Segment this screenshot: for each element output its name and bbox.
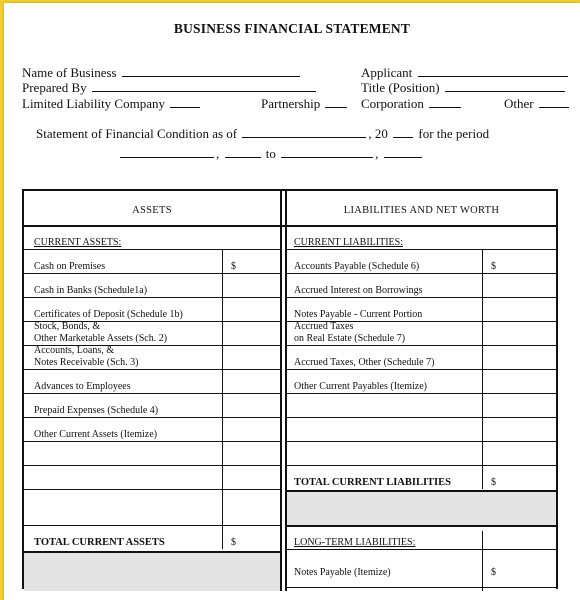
- assets-header: ASSETS: [132, 205, 172, 216]
- row-line: [287, 549, 556, 550]
- total-current-liabilities: TOTAL CURRENT LIABILITIES: [294, 477, 451, 488]
- period-start-line[interactable]: [120, 146, 214, 158]
- statement-year-line[interactable]: [393, 126, 413, 138]
- row-line: [287, 393, 556, 394]
- current-assets-section: CURRENT ASSETS:: [34, 237, 122, 248]
- llc-line[interactable]: [170, 96, 200, 108]
- asset-row-notes-receivable: Notes Receivable (Sch. 3): [34, 357, 139, 368]
- asset-row-other-current: Other Current Assets (Itemize): [34, 429, 158, 440]
- row-line: [287, 249, 556, 250]
- row-line: [24, 297, 280, 298]
- row-line: [287, 273, 556, 274]
- liabilities-shaded-row: [287, 492, 556, 525]
- row-line: [24, 393, 280, 394]
- row-line: [287, 417, 556, 418]
- asset-row-marketable: Other Marketable Assets (Sch. 2): [34, 333, 168, 344]
- asset-row-cash-on-premises: Cash on Premises: [34, 261, 106, 272]
- statement-line-2: [118, 146, 424, 162]
- assets-amount-divider: [222, 249, 223, 549]
- applicant-line[interactable]: [418, 65, 568, 77]
- financial-table: [22, 189, 558, 589]
- partnership-field[interactable]: [261, 96, 349, 112]
- liab-currency-sign: $: [491, 261, 496, 272]
- applicant-field[interactable]: [361, 65, 570, 81]
- statement-date-line[interactable]: [242, 126, 366, 138]
- row-line: [287, 441, 556, 442]
- liab-amount-divider-bottom: [482, 531, 483, 591]
- period-start-year-line[interactable]: [225, 146, 261, 158]
- row-line: [287, 587, 556, 588]
- row-line: [24, 489, 280, 490]
- name-of-business-line[interactable]: [122, 65, 300, 77]
- liab-row-notes-payable-current: Notes Payable - Current Portion: [294, 309, 423, 320]
- assets-shaded-row: [24, 553, 280, 591]
- prepared-by-field[interactable]: [22, 80, 318, 96]
- row-line: [24, 273, 280, 274]
- header-separator: [24, 225, 556, 227]
- corporation-label: Corporation: [361, 96, 424, 111]
- statement-suffix: for the period: [418, 126, 490, 141]
- statement-year-prefix: , 20: [368, 126, 388, 141]
- prepared-by-label: Prepared By: [22, 80, 87, 95]
- title-position-line[interactable]: [445, 80, 565, 92]
- row-line: [24, 249, 280, 250]
- liab-row-other-payables: Other Current Payables (Itemize): [294, 381, 428, 392]
- liab-row-accounts-payable: Accounts Payable (Schedule 6): [294, 261, 420, 272]
- partnership-label: Partnership: [261, 96, 321, 111]
- llc-label: Limited Liability Company: [22, 96, 165, 111]
- period-end-year-line[interactable]: [384, 146, 422, 158]
- liab-row-notes-payable-itemize: Notes Payable (Itemize): [294, 567, 391, 578]
- prepared-by-line[interactable]: [92, 80, 316, 92]
- total-assets-currency-sign: $: [231, 537, 236, 548]
- other-line[interactable]: [539, 96, 569, 108]
- row-line: [24, 525, 280, 526]
- partnership-line[interactable]: [325, 96, 347, 108]
- liab-row-real-estate: on Real Estate (Schedule 7): [294, 333, 406, 344]
- total-current-assets: TOTAL CURRENT ASSETS: [34, 537, 165, 548]
- statement-prefix: Statement of Financial Condition as of: [36, 126, 238, 141]
- asset-row-certificates: Certificates of Deposit (Schedule 1b): [34, 309, 183, 320]
- llc-field[interactable]: [22, 96, 202, 112]
- row-line: [24, 441, 280, 442]
- applicant-label: Applicant: [361, 65, 413, 80]
- row-line: [287, 345, 556, 346]
- asset-row-cash-in-banks: Cash in Banks (Schedule1a): [34, 285, 148, 296]
- asset-row-prepaid: Prepaid Expenses (Schedule 4): [34, 405, 159, 416]
- other-label: Other: [504, 96, 534, 111]
- liab-row-accrued-taxes: Accrued Taxes: [294, 321, 354, 332]
- corporation-field[interactable]: [361, 96, 463, 112]
- row-line: [24, 417, 280, 418]
- total-liab-currency-sign: $: [491, 477, 496, 488]
- corporation-line[interactable]: [429, 96, 461, 108]
- liabilities-header: LIABILITIES AND NET WORTH: [343, 205, 500, 216]
- financial-statement-page: [4, 3, 580, 600]
- asset-row-stock-bonds: Stock, Bonds, &: [34, 321, 101, 332]
- period-comma-2: ,: [375, 146, 379, 161]
- period-comma-1: ,: [216, 146, 220, 161]
- period-end-line[interactable]: [281, 146, 373, 158]
- long-term-liabilities-section: LONG-TERM LIABILITIES:: [294, 537, 416, 548]
- row-line: [287, 297, 556, 298]
- asset-row-advances: Advances to Employees: [34, 381, 131, 392]
- liab-row-accrued-interest: Accrued Interest on Borrowings: [294, 285, 423, 296]
- liab-total-line: [287, 490, 556, 492]
- asset-currency-sign: $: [231, 261, 236, 272]
- statement-line-1: [36, 126, 489, 142]
- name-of-business-label: Name of Business: [22, 65, 117, 80]
- name-of-business-field[interactable]: [22, 65, 302, 81]
- title-position-label: Title (Position): [361, 80, 440, 95]
- liab-row-accrued-taxes-other: Accrued Taxes, Other (Schedule 7): [294, 357, 435, 368]
- asset-row-accounts-loans: Accounts, Loans, &: [34, 345, 114, 356]
- row-line: [287, 465, 556, 466]
- period-to-label: to: [265, 146, 276, 161]
- title-position-field[interactable]: [361, 80, 567, 96]
- current-liabilities-section: CURRENT LIABILITIES:: [294, 237, 403, 248]
- row-line: [24, 369, 280, 370]
- row-line: [24, 465, 280, 466]
- assets-total-line: [24, 551, 280, 553]
- center-divider-left: [280, 191, 282, 591]
- page-title: BUSINESS FINANCIAL STATEMENT: [173, 21, 411, 36]
- long-term-currency-sign: $: [491, 567, 496, 578]
- long-term-top-line: [287, 525, 556, 527]
- other-field[interactable]: [504, 96, 571, 112]
- center-divider-right: [285, 191, 287, 591]
- row-line: [287, 369, 556, 370]
